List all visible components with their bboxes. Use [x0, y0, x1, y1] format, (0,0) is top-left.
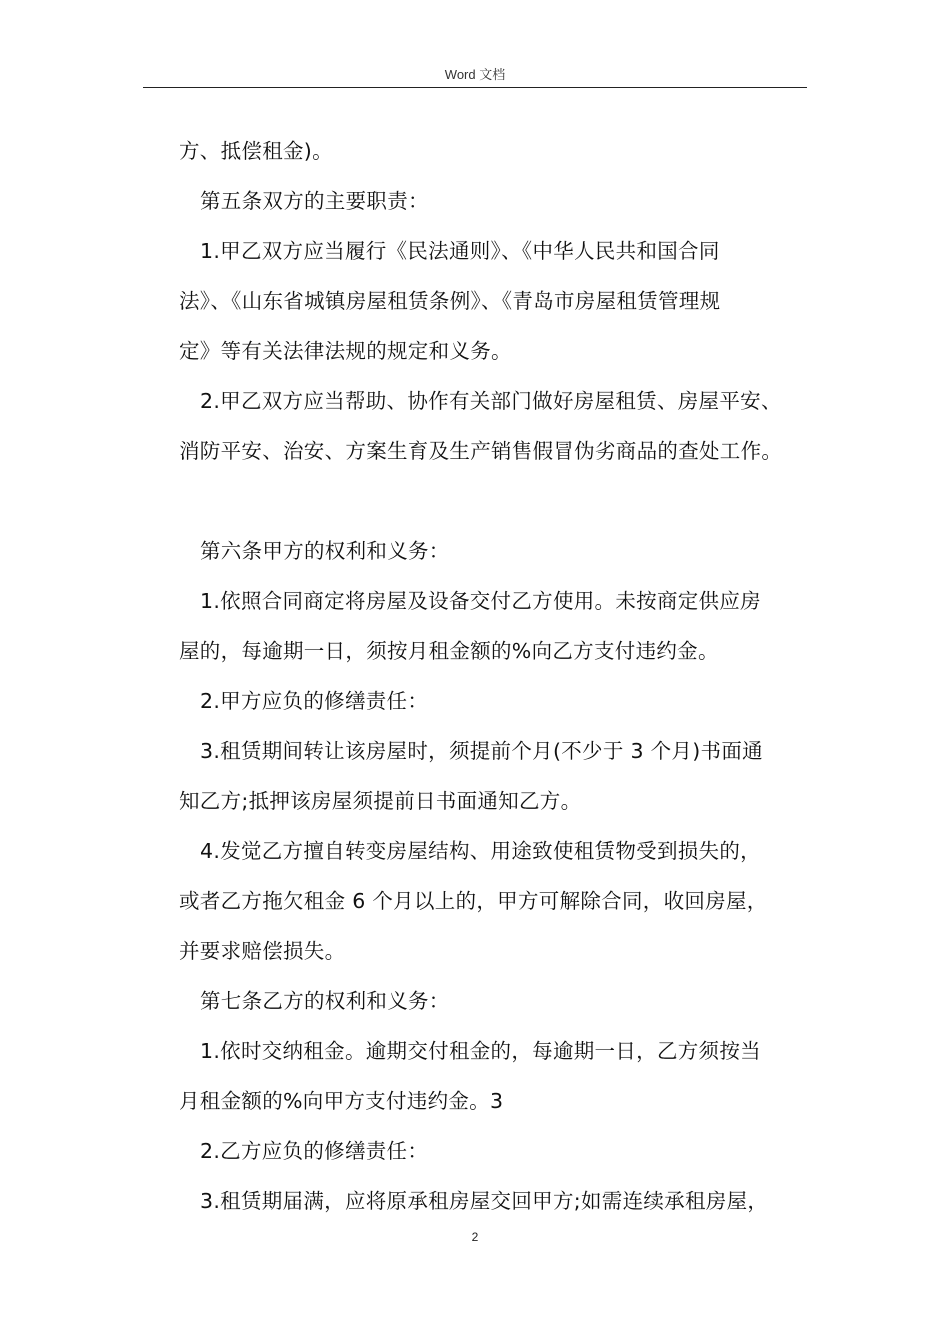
paragraph-line: 2.甲乙双方应当帮助、协作有关部门做好房屋租赁、房屋平安、	[200, 389, 782, 413]
article-heading: 第六条甲方的权利和义务：	[200, 539, 450, 563]
article-heading: 第五条双方的主要职责：	[200, 189, 429, 213]
paragraph-line: 1.依时交纳租金。逾期交付租金的，每逾期一日，乙方须按当	[200, 1039, 761, 1063]
paragraph-line: 法》、《山东省城镇房屋租赁条例》、《青岛市房屋租赁管理规	[179, 289, 721, 313]
paragraph-line: 并要求赔偿损失。	[179, 939, 346, 963]
paragraph-line: 消防平安、治安、方案生育及生产销售假冒伪劣商品的查处工作。	[179, 439, 783, 463]
paragraph-line: 2.甲方应负的修缮责任：	[200, 689, 429, 713]
header-divider	[143, 87, 807, 88]
paragraph-line: 定》等有关法律法规的规定和义务。	[179, 339, 512, 363]
document-body	[179, 126, 819, 1226]
page-number: 2	[471, 1230, 479, 1244]
article-heading: 第七条乙方的权利和义务：	[200, 989, 450, 1013]
paragraph-line: 1.甲乙双方应当履行《民法通则》、《中华人民共和国合同	[200, 239, 720, 263]
paragraph-line: 或者乙方拖欠租金 6 个月以上的，甲方可解除合同，收回房屋，	[179, 889, 768, 913]
paragraph-line: 2.乙方应负的修缮责任：	[200, 1139, 429, 1163]
page-header-title: Word 文档	[444, 67, 506, 82]
paragraph-line: 3.租赁期届满，应将原承租房屋交回甲方;如需连续承租房屋，	[200, 1189, 769, 1213]
blank-line	[179, 476, 819, 526]
paragraph-line: 屋的，每逾期一日，须按月租金额的%向乙方支付违约金。	[179, 639, 719, 663]
paragraph-line: 知乙方;抵押该房屋须提前日书面通知乙方。	[179, 789, 582, 813]
paragraph-line: 4.发觉乙方擅自转变房屋结构、用途致使租赁物受到损失的，	[200, 839, 761, 863]
paragraph-line: 1.依照合同商定将房屋及设备交付乙方使用。未按商定供应房	[200, 589, 761, 613]
paragraph-line: 方、抵偿租金)。	[179, 139, 333, 163]
paragraph-line: 月租金额的%向甲方支付违约金。3	[179, 1089, 504, 1113]
paragraph-line: 3.租赁期间转让该房屋时，须提前个月(不少于 3 个月)书面通	[200, 739, 763, 763]
